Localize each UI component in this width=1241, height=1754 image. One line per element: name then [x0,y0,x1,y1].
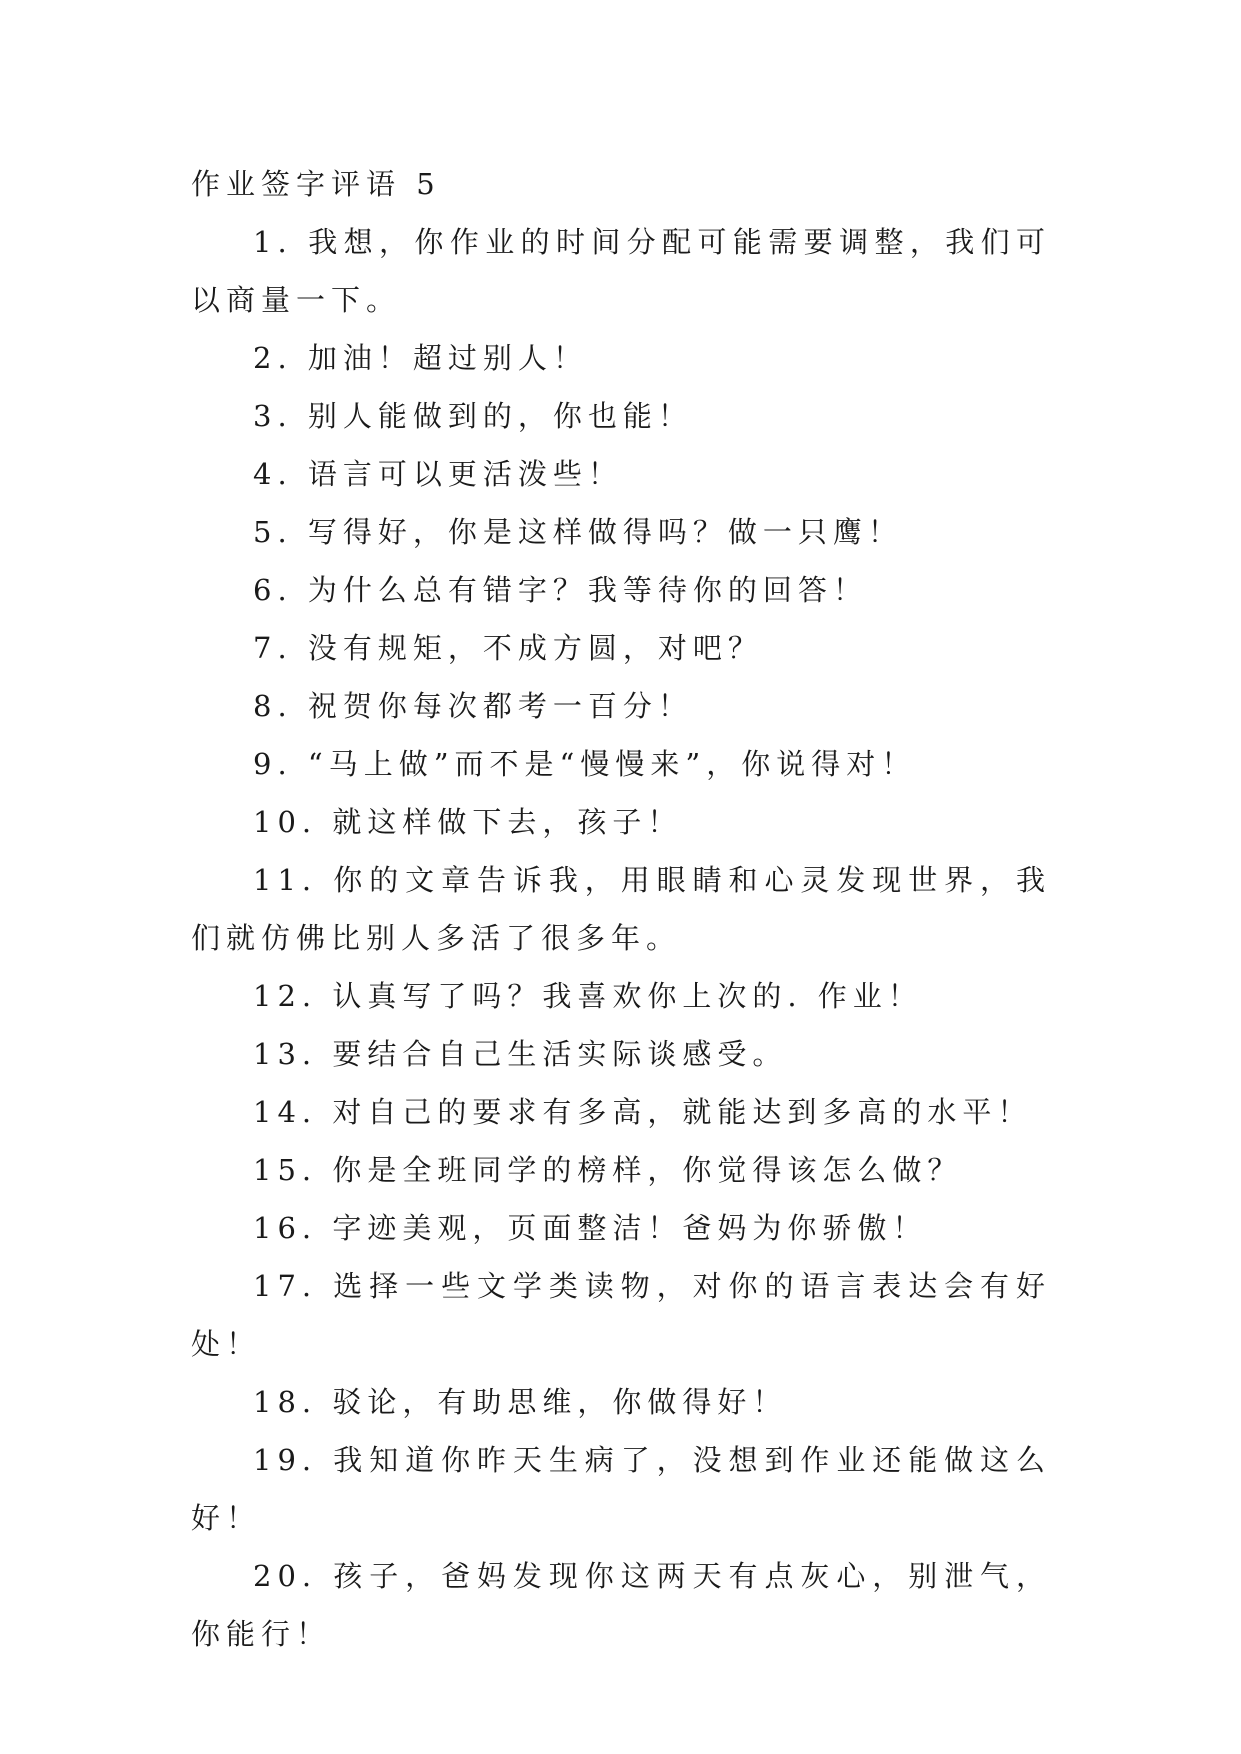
comment-item-17: 17. 选择一些文学类读物，对你的语言表达会有好处！ [191,1269,1051,1361]
comment-item-16: 16. 字迹美观，页面整洁！爸妈为你骄傲！ [253,1211,928,1245]
comment-item-1: 1. 我想，你作业的时间分配可能需要调整，我们可以商量一下。 [191,225,1051,317]
comment-item-4: 4. 语言可以更活泼些！ [253,457,623,491]
comment-item-13: 13. 要结合自己生活实际谈感受。 [253,1037,788,1071]
document-body [191,155,1051,1663]
comment-item-3: 3. 别人能做到的，你也能！ [253,399,693,433]
comment-item-8: 8. 祝贺你每次都考一百分！ [253,689,693,723]
comment-item-18: 18. 驳论，有助思维，你做得好！ [253,1385,788,1419]
comment-item-12: 12. 认真写了吗？我喜欢你上次的. 作业！ [253,979,923,1013]
comment-item-15: 15. 你是全班同学的榜样，你觉得该怎么做？ [253,1153,963,1187]
comment-item-2: 2. 加油！超过别人！ [253,341,588,375]
document-title: 作业签字评语 5 [191,167,441,201]
comment-item-9: 9. “马上做”而不是“慢慢来”，你说得对！ [253,747,917,781]
comment-item-5: 5. 写得好，你是这样做得吗？做一只鹰！ [253,515,903,549]
comment-item-11: 11. 你的文章告诉我，用眼睛和心灵发现世界，我们就仿佛比别人多活了很多年。 [191,863,1051,955]
comment-item-20: 20. 孩子，爸妈发现你这两天有点灰心，别泄气，你能行！ [191,1559,1051,1651]
comment-item-19: 19. 我知道你昨天生病了，没想到作业还能做这么好！ [191,1443,1051,1535]
comment-item-10: 10. 就这样做下去，孩子！ [253,805,683,839]
comment-item-7: 7. 没有规矩，不成方圆，对吧？ [253,631,763,665]
comment-item-14: 14. 对自己的要求有多高，就能达到多高的水平！ [253,1095,1033,1129]
comment-item-6: 6. 为什么总有错字？我等待你的回答！ [253,573,868,607]
